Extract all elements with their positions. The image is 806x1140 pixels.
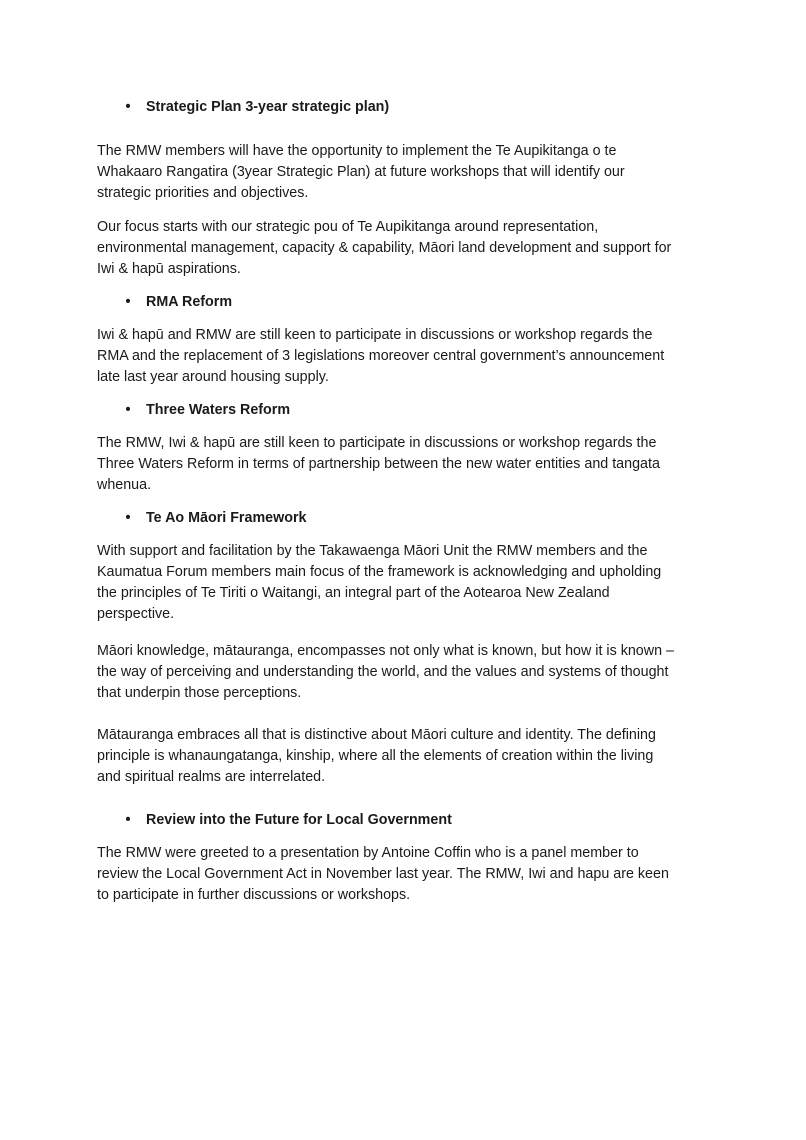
text-line: Kaumatua Forum members main focus of the framework is acknowledging and upholding	[97, 564, 662, 580]
text-line: environmental management, capacity & capability, Māori land development and support for	[97, 240, 672, 256]
heading-text: Review into the Future for Local Government	[146, 812, 452, 828]
paragraph	[97, 725, 717, 788]
text-line: Our focus starts with our strategic pou of Te Aupikitanga around representation,	[97, 219, 599, 235]
text-line: the principles of Te Tiriti o Waitangi, an integral part of the Aotearoa New Zealand	[97, 585, 610, 601]
bullet-icon: •	[125, 99, 131, 115]
text-line: Iwi & hapū aspirations.	[97, 261, 241, 277]
text-line: Mātauranga embraces all that is distinctive about Māori culture and identity. The defining	[97, 727, 656, 743]
section-heading-strategic-plan	[97, 97, 717, 118]
text-line: Whakaaro Rangatira (3year Strategic Plan) at future workshops that will identify our	[97, 164, 625, 180]
heading-text: Three Waters Reform	[146, 402, 291, 418]
text-line: RMA and the replacement of 3 legislations moreover central government’s announcement	[97, 348, 665, 364]
text-line: Iwi & hapū and RMW are still keen to participate in discussions or workshop regards the	[97, 327, 653, 343]
text-line: strategic priorities and objectives.	[97, 185, 309, 201]
section-heading-te-ao-maori-framework	[97, 508, 717, 529]
text-line: and spiritual realms are interrelated.	[97, 769, 326, 785]
section-heading-three-waters-reform	[97, 400, 717, 421]
text-line: The RMW were greeted to a presentation by Antoine Coffin who is a panel member to	[97, 845, 639, 861]
paragraph	[97, 843, 717, 906]
section-heading-review-local-government	[97, 810, 717, 831]
text-line: to participate in further discussions or workshops.	[97, 887, 411, 903]
bullet-icon: •	[125, 402, 131, 418]
text-line: the way of perceiving and understanding the world, and the values and systems of thought	[97, 664, 669, 680]
text-line: that underpin those perceptions.	[97, 685, 302, 701]
text-line: Three Waters Reform in terms of partnership between the new water entities and tangata	[97, 456, 660, 472]
text-line: perspective.	[97, 606, 175, 622]
paragraph	[97, 217, 717, 280]
text-line: principle is whanaungatanga, kinship, where all the elements of creation within the living	[97, 748, 654, 764]
text-line: With support and facilitation by the Takawaenga Māori Unit the RMW members and the	[97, 543, 648, 559]
text-line: Māori knowledge, mātauranga, encompasses not only what is known, but how it is known –	[97, 643, 674, 659]
heading-text: Strategic Plan 3-year strategic plan)	[146, 99, 390, 115]
text-line: whenua.	[97, 477, 152, 493]
heading-text: RMA Reform	[146, 294, 233, 310]
paragraph	[97, 325, 717, 388]
text-line: The RMW, Iwi & hapū are still keen to participate in discussions or workshop regards the	[97, 435, 657, 451]
section-heading-rma-reform	[97, 292, 717, 313]
paragraph	[97, 433, 717, 496]
bullet-icon: •	[125, 510, 131, 526]
text-line: review the Local Government Act in November last year. The RMW, Iwi and hapu are keen	[97, 866, 669, 882]
paragraph	[97, 541, 717, 625]
heading-text: Te Ao Māori Framework	[146, 510, 307, 526]
paragraph	[97, 141, 717, 204]
bullet-icon: •	[125, 812, 131, 828]
text-line: late last year around housing supply.	[97, 369, 329, 385]
paragraph	[97, 641, 717, 704]
text-line: The RMW members will have the opportunity to implement the Te Aupikitanga o te	[97, 143, 617, 159]
bullet-icon: •	[125, 294, 131, 310]
